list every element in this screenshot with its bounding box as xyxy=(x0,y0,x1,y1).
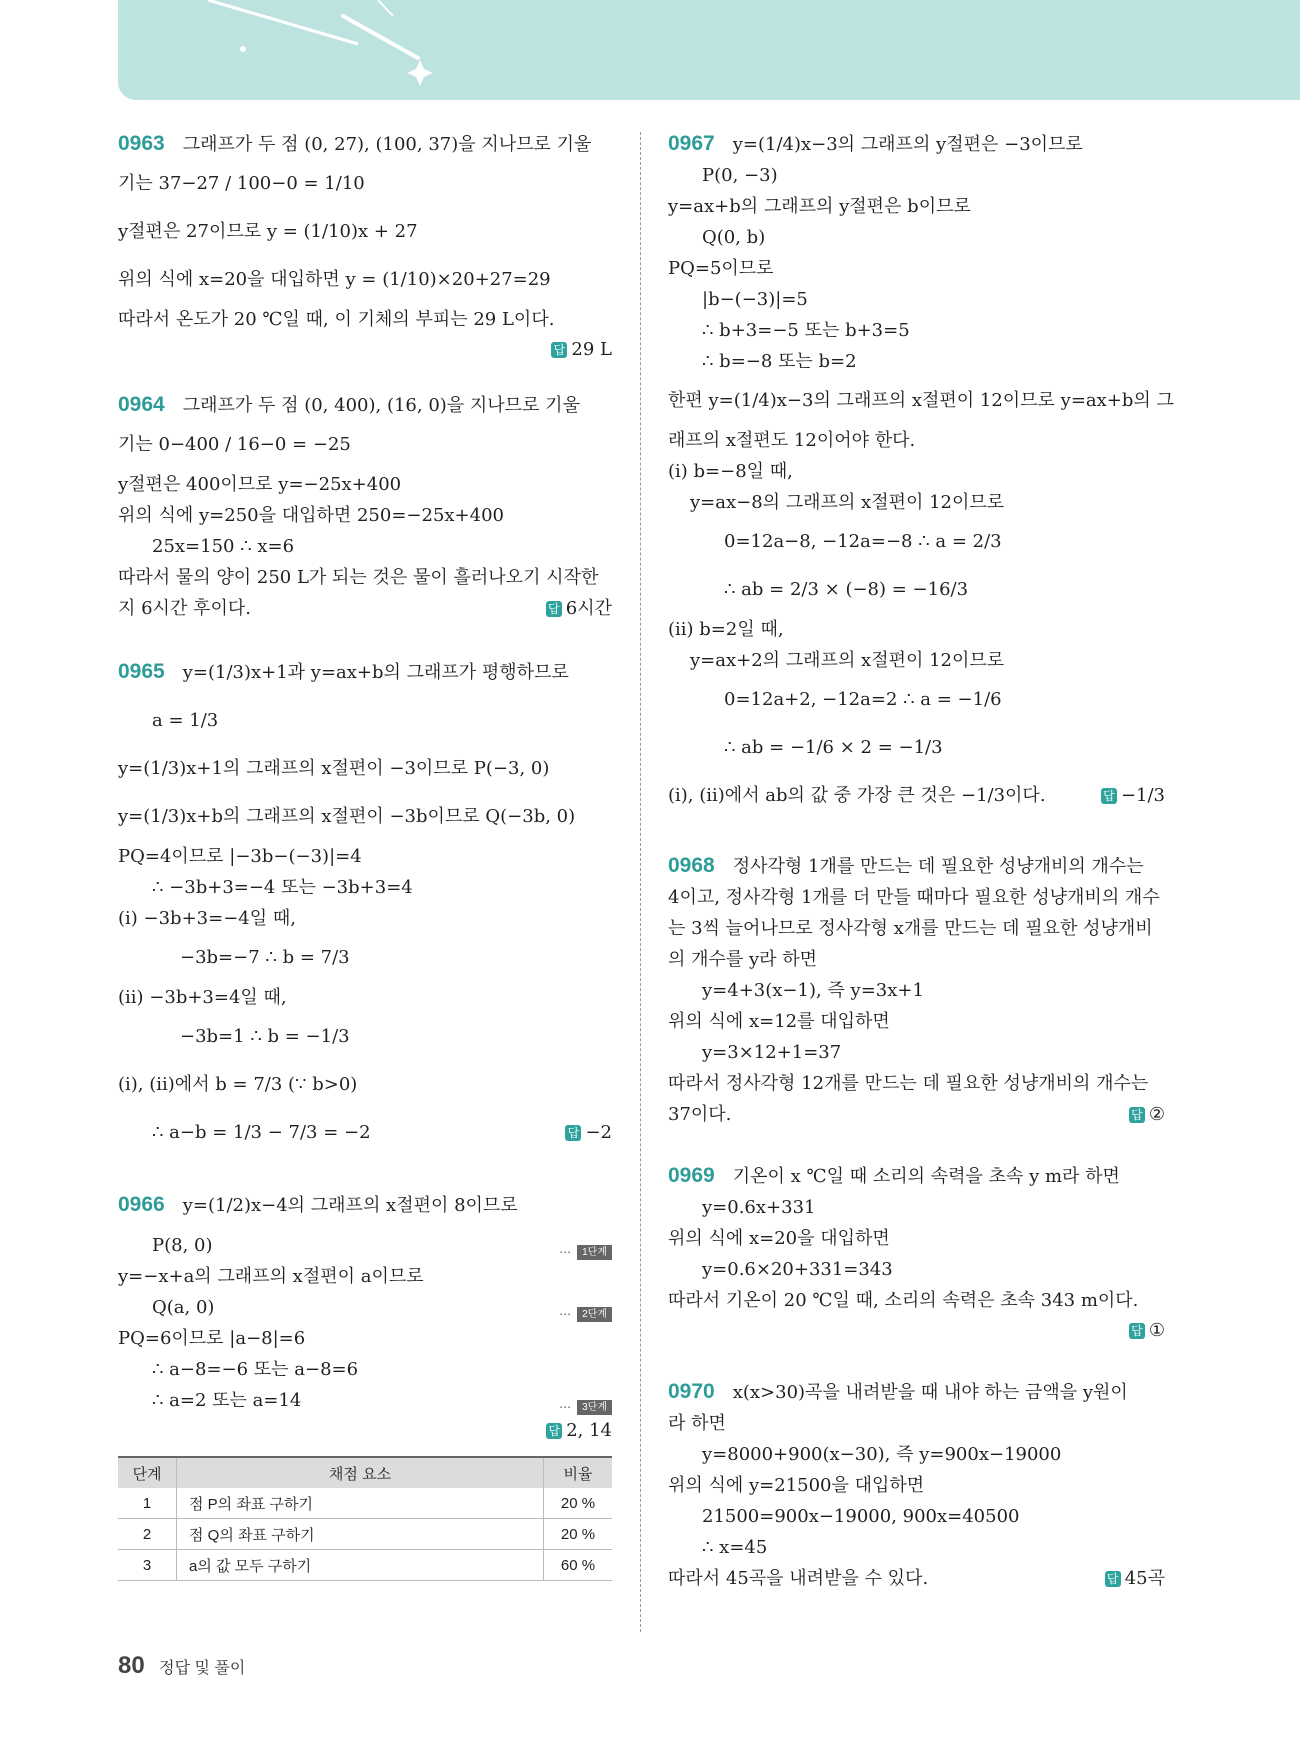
problem-0963: 0963 그래프가 두 점 (0, 27), (100, 37)을 지나므로 기울 기는 37−27 / 100−0 = 1/10 y절편은 27이므로 y = (1/10)x + 27 위의 식에 x=20을 대입하면 y = (1/10)×20+27=29 따라서 온도가 20 ℃일 때, 이 기체의 부피는 29 L이다. 답 29 L xyxy=(118,128,612,365)
problem-number: 0966 xyxy=(118,1193,165,1216)
answer-badge-icon: 답 xyxy=(546,601,562,617)
problem-number: 0967 xyxy=(668,132,715,155)
problem-number: 0965 xyxy=(118,660,165,683)
step-tag: ⋯ 1단계 xyxy=(559,1237,612,1268)
table-row: 1 점 P의 좌표 구하기 20 % xyxy=(118,1488,612,1519)
answer: 답 −1/3 xyxy=(1101,772,1165,820)
answer-badge-icon: 답 xyxy=(1129,1323,1145,1339)
answer: 답 29 L xyxy=(118,335,612,365)
page-footer xyxy=(118,1652,245,1680)
answer: 답 2, 14 xyxy=(118,1416,612,1446)
problem-0970: 0970 x(x>30)곡을 내려받을 때 내야 하는 금액을 y원이 라 하면 y=8000+900(x−30), 즉 y=900x−19000 위의 식에 y=21500을 대입하면 21500=900x−19000, 900x=40500 ∴ x=45 따라서 45곡을 내려받을 수 있다. 답 45곡 xyxy=(668,1376,1165,1594)
page-number: 80 xyxy=(118,1652,145,1679)
answer-badge-icon: 답 xyxy=(1101,788,1117,804)
left-column xyxy=(118,128,612,1605)
header-banner xyxy=(118,0,1300,100)
problem-0964: 0964 그래프가 두 점 (0, 400), (16, 0)을 지나므로 기울 기는 0−400 / 16−0 = −25 y절편은 400이므로 y=−25x+400 위의 식에 y=250을 대입하면 250=−25x+400 25x=150 ∴ x=6 따라서 물의 양이 250 L가 되는 것은 물이 흘러나오기 시작한 지 6시간 후이다. 답 6시간 xyxy=(118,389,612,624)
star-decoration-icon xyxy=(118,0,1300,100)
answer: 답 45곡 xyxy=(1105,1563,1165,1594)
scoring-table: 단계 채점 요소 비율 1 점 P의 좌표 구하기 20 % 2 점 Q의 좌표 구하기 20 % 3 a의 값 모두 구하기 60 % xyxy=(118,1456,612,1581)
problem-0968: 0968 정사각형 1개를 만드는 데 필요한 성냥개비의 개수는 4이고, 정사각형 1개를 더 만들 때마다 필요한 성냥개비의 개수 는 3씩 늘어나므로 정사각형 x개를 만드는 데 필요한 성냥개비 의 개수를 y라 하면 y=4+3(x−1), 즉 y=3x+1 위의 식에 x=12를 대입하면 y=3×12+1=37 따라서 정사각형 12개를 만드는 데 필요한 성냥개비의 개수는 37이다. 답 ② xyxy=(668,850,1165,1130)
step-tag: ⋯ 3단계 xyxy=(559,1392,612,1423)
table-row: 2 점 Q의 좌표 구하기 20 % xyxy=(118,1519,612,1550)
answer: 답 ② xyxy=(1129,1099,1165,1130)
answer-badge-icon: 답 xyxy=(565,1125,581,1141)
answer-badge-icon: 답 xyxy=(1105,1571,1121,1587)
answer-badge-icon: 답 xyxy=(546,1423,562,1439)
problem-0969: 0969 기온이 x ℃일 때 소리의 속력을 초속 y m라 하면 y=0.6x+331 위의 식에 x=20을 대입하면 y=0.6×20+331=343 따라서 기온이 20 ℃일 때, 소리의 속력은 초속 343 m이다. 답 ① xyxy=(668,1160,1165,1346)
problem-0966: 0966 y=(1/2)x−4의 그래프의 x절편이 8이므로 P(8, 0) ⋯ 1단계 y=−x+a의 그래프의 x절편이 a이므로 Q(a, 0) ⋯ 2단계 PQ=6이므로 |a−8|=6 ∴ a−8=−6 또는 a−8=6 ∴ a=2 또는 a=14 ⋯ 3단계 답 2, 14 단계 채점 요소 비율 1 점 P의 좌표 구하기 20 % 2 점 Q의 좌표 구하기 20 % 3 a의 값 모두 구하기 60 % xyxy=(118,1181,612,1581)
table-row: 3 a의 값 모두 구하기 60 % xyxy=(118,1550,612,1581)
problem-number: 0969 xyxy=(668,1164,715,1187)
step-tag: ⋯ 2단계 xyxy=(559,1299,612,1330)
answer: 답 −2 xyxy=(565,1109,612,1157)
problem-0967: 0967 y=(1/4)x−3의 그래프의 y절편은 −3이므로 P(0, −3) y=ax+b의 그래프의 y절편은 b이므로 Q(0, b) PQ=5이므로 |b−(−3)|=5 ∴ b+3=−5 또는 b+3=5 ∴ b=−8 또는 b=2 한편 y=(1/4)x−3의 그래프의 x절편이 12이므로 y=ax+b의 그 래프의 x절편도 12이어야 한다. (i) b=−8일 때, y=ax−8의 그래프의 x절편이 12이므로 0=12a−8, −12a=−8 ∴ a = 2/3 ∴ ab = 2/3 × (−8) = −16/3 (ii) b=2일 때, y=ax+2의 그래프의 x절편이 12이므로 0=12a+2, −12a=2 ∴ a = −1/6 ∴ ab = −1/6 × 2 = −1/3 (i), (ii)에서 ab의 값 중 가장 큰 것은 −1/3이다. 답 −1/3 xyxy=(668,128,1165,820)
problem-number: 0964 xyxy=(118,393,165,416)
problem-number: 0963 xyxy=(118,132,165,155)
answer: 답 ① xyxy=(668,1316,1165,1346)
answer-badge-icon: 답 xyxy=(551,342,567,358)
page-label: 정답 및 풀이 xyxy=(159,1660,246,1677)
problem-number: 0968 xyxy=(668,854,715,877)
problem-0965: 0965 y=(1/3)x+1과 y=ax+b의 그래프가 평행하므로 a = 1/3 y=(1/3)x+1의 그래프의 x절편이 −3이므로 P(−3, 0) y=(1/3)x+b의 그래프의 x절편이 −3b이므로 Q(−3b, 0) PQ=4이므로 |−3b−(−3)|=4 ∴ −3b+3=−4 또는 −3b+3=4 (i) −3b+3=−4일 때, −3b=−7 ∴ b = 7/3 (ii) −3b+3=4일 때, −3b=1 ∴ b = −1/3 (i), (ii)에서 b = 7/3 (∵ b>0) ∴ a−b = 1/3 − 7/3 = −2 답 −2 xyxy=(118,648,612,1157)
right-column xyxy=(668,128,1174,1618)
answer-badge-icon: 답 xyxy=(1129,1107,1145,1123)
answer: 답 6시간 xyxy=(546,593,612,624)
problem-number: 0970 xyxy=(668,1380,715,1403)
column-divider xyxy=(640,132,641,1632)
